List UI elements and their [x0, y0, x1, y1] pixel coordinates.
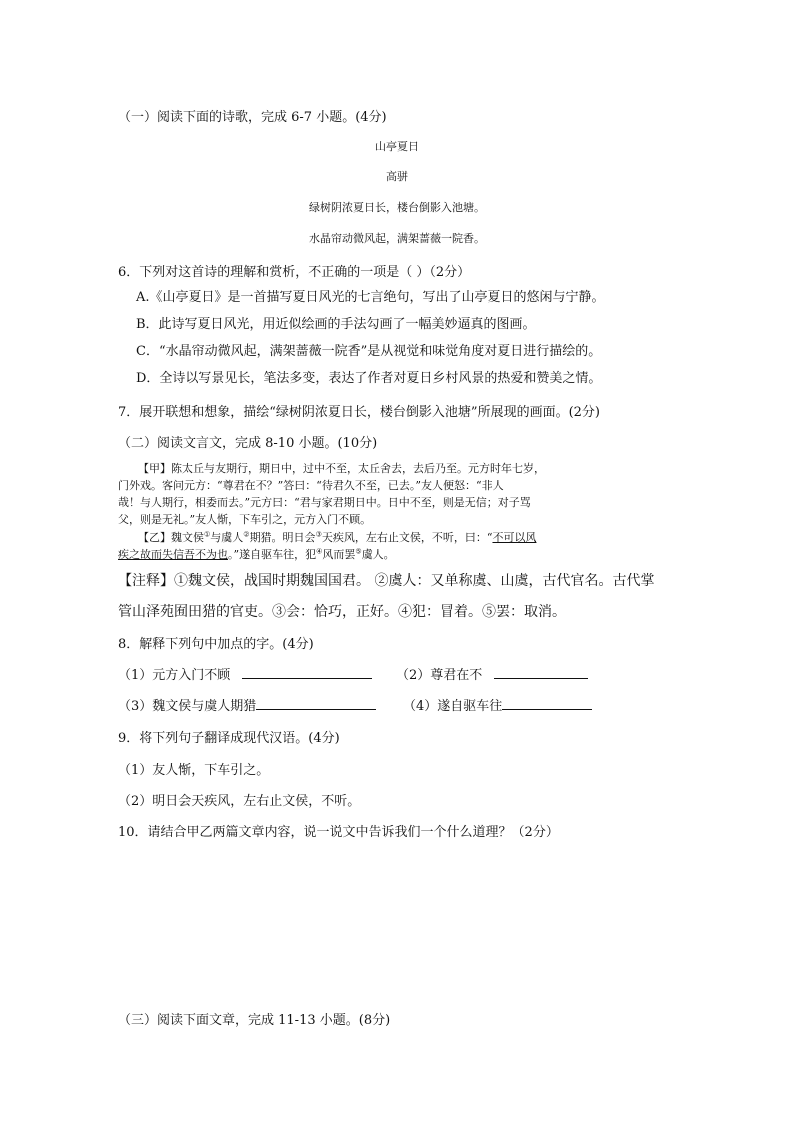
q8-item-3 — [118, 695, 376, 714]
answer-blank[interactable] — [256, 697, 376, 710]
footnote-marker: ① — [204, 530, 211, 539]
q8-item-4-text: （4）遂自驱车往 — [403, 699, 503, 714]
q8-stem: 8．解释下列句中加点的字。(4分) — [118, 637, 314, 652]
q8-item-4 — [403, 695, 592, 714]
section1-heading: （一）阅读下面的诗歌，完成 6-7 小题。(4分) — [118, 110, 387, 125]
q6-option-d: D．全诗以写景见长，笔法多变，表达了作者对夏日乡村风景的热爱和赞美之情。 — [136, 371, 602, 386]
section3-heading: （三）阅读下面文章，完成 11-13 小题。(8分) — [118, 1013, 391, 1028]
footnote-marker: ③ — [315, 530, 322, 539]
footnote-marker: ⑤ — [355, 547, 362, 556]
q6-option-a: A.《山亭夏日》是一首描写夏日风光的七言绝句，写出了山亭夏日的悠闲与宁静。 — [136, 290, 605, 305]
q10-stem: 10．请结合甲乙两篇文章内容，说一说文中告诉我们一个什么道理？（2分） — [118, 825, 559, 840]
q7-stem: 7．展开联想和想象，描绘“绿树阴浓夏日长，楼台倒影入池塘”所展现的画面。(2分) — [118, 405, 600, 420]
q8-item-2 — [396, 664, 588, 683]
passage-jia-line-4: 父，则是无礼。”友人惭，下车引之，元方入门不顾。 — [118, 513, 372, 526]
q6-stem: 6．下列对这首诗的理解和赏析，不正确的一项是（ ）（2分） — [118, 265, 471, 280]
poem-author: 高骈 — [386, 170, 408, 183]
yi-text: 风而罢 — [322, 548, 356, 561]
answer-blank[interactable] — [502, 697, 592, 710]
answer-blank[interactable] — [494, 666, 588, 679]
q6-option-c: C．“水晶帘动微风起，满架蔷薇一院香”是从视觉和味觉角度对夏日进行描绘的。 — [136, 344, 602, 359]
passage-jia-line-3: 哉！与人期行，相委而去。”元方曰：“君与家君期日中。日中不至，则是无信；对子骂 — [118, 496, 531, 509]
section2-heading: （二）阅读文言文，完成 8-10 小题。(10分) — [118, 436, 378, 451]
underlined-sentence: 疾之故而失信吾不为也 — [118, 548, 228, 561]
q8-item-1 — [118, 664, 372, 683]
poem-line-2: 水晶帘动微风起，满架蔷薇一院香。 — [309, 232, 485, 245]
underlined-sentence: 不可以风 — [492, 531, 537, 544]
notes-line-2: 管山泽苑囿田猎的官吏。③会：恰巧，正好。④犯：冒着。⑤罢：取消。 — [118, 604, 566, 620]
answer-blank[interactable] — [242, 666, 372, 679]
yi-text: 天疾风，左右止文侯，不听，曰：“ — [321, 531, 493, 544]
passage-yi-line-1 — [138, 529, 536, 545]
footnote-marker: ④ — [316, 547, 323, 556]
yi-text: 。”遂自驱车往，犯 — [228, 548, 317, 561]
q8-item-2-text: （2）尊君在不 — [396, 668, 483, 683]
passage-yi-line-2 — [118, 546, 395, 562]
q6-option-b: B．此诗写夏日风光，用近似绘画的手法勾画了一幅美妙逼真的图画。 — [136, 317, 536, 332]
notes-line-1: 【注释】①魏文侯，战国时期魏国国君。 ②虞人：又单称虞、山虞，古代官名。古代掌 — [118, 573, 655, 589]
q8-item-1-text: （1）元方入门不顾 — [118, 668, 231, 683]
poem-title: 山亭夏日 — [375, 140, 419, 153]
q9-item-2: （2）明日会天疾风，左右止文侯，不听。 — [118, 794, 361, 809]
passage-jia-line-1: 【甲】陈太丘与友期行，期日中，过中不至，太丘舍去，去后乃至。元方时年七岁， — [138, 462, 545, 475]
yi-text: 期猎。明日会 — [249, 531, 316, 544]
yi-text: 与虞人 — [210, 531, 244, 544]
yi-text: 虞人。 — [361, 548, 395, 561]
yi-text: 【乙】魏文侯 — [138, 531, 204, 544]
footnote-marker: ② — [243, 530, 250, 539]
q8-item-3-text: （3）魏文侯与虞人期猎 — [118, 699, 257, 714]
q9-item-1: （1）友人惭，下车引之。 — [118, 763, 270, 778]
poem-line-1: 绿树阴浓夏日长，楼台倒影入池塘。 — [309, 201, 485, 214]
passage-jia-line-2: 门外戏。客问元方：“尊君在不？”答曰：“待君久不至，已去。”友人便怒：“非人 — [118, 479, 504, 492]
q9-stem: 9．将下列句子翻译成现代汉语。(4分) — [118, 731, 340, 746]
